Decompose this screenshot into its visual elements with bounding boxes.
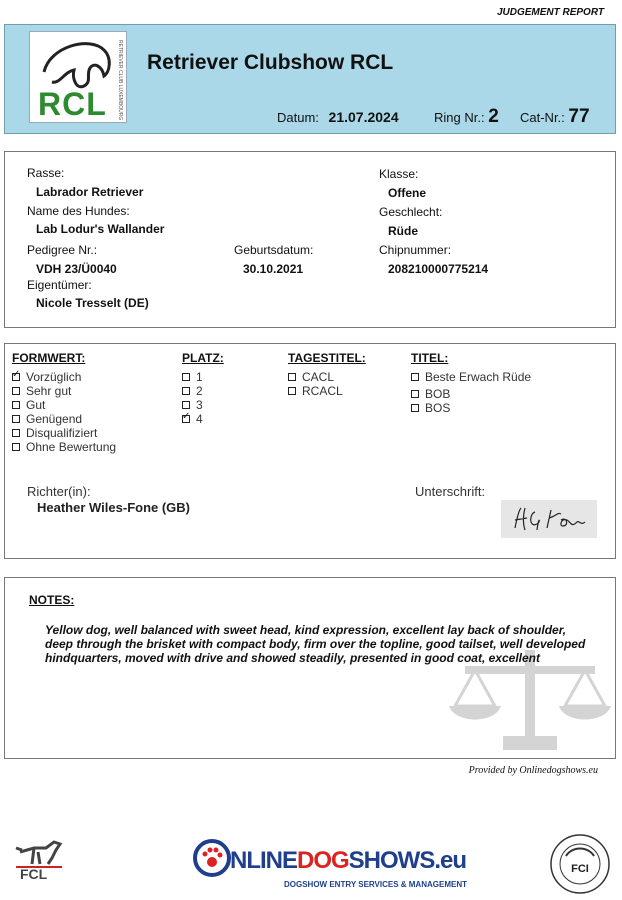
checkbox-icon[interactable] bbox=[12, 429, 20, 437]
platz-option[interactable] bbox=[182, 370, 203, 384]
formwert-option[interactable] bbox=[12, 412, 82, 426]
formwert-option[interactable] bbox=[12, 398, 45, 412]
geschlecht-label: Geschlecht: bbox=[379, 205, 443, 219]
paw-logo-icon bbox=[192, 838, 232, 878]
cat-number bbox=[520, 106, 590, 128]
geburt-label: Geburtsdatum: bbox=[234, 243, 314, 257]
geschlecht-value: Rüde bbox=[388, 224, 418, 238]
onlinedogshows-subtitle: DOGSHOW ENTRY SERVICES & MANAGEMENT bbox=[284, 880, 467, 889]
checkbox-checked-icon[interactable] bbox=[12, 373, 20, 381]
checkbox-icon[interactable] bbox=[288, 373, 296, 381]
ring-number bbox=[434, 106, 499, 128]
notes-text: Yellow dog, well balanced with sweet head, kind expression, excellent lay back of shoulder, deep through the brisket with compact body, firm over the topline, good tailset, well developed hindquarters, moved with drive and showed steadily, presented in good coat, excellent bbox=[45, 623, 586, 665]
checkbox-icon[interactable] bbox=[12, 415, 20, 423]
tagestitel-option[interactable] bbox=[288, 370, 334, 384]
tagestitel-option[interactable] bbox=[288, 384, 343, 398]
option-label: Ohne Bewertung bbox=[26, 440, 117, 454]
option-label: Disqualifiziert bbox=[26, 426, 98, 440]
datum-value: 21.07.2024 bbox=[328, 109, 399, 125]
checkbox-icon[interactable] bbox=[182, 387, 190, 395]
checkbox-icon[interactable] bbox=[182, 401, 190, 409]
pedigree-label: Pedigree Nr.: bbox=[27, 243, 98, 257]
checkbox-icon[interactable] bbox=[411, 373, 419, 381]
platz-option[interactable] bbox=[182, 398, 203, 412]
option-label: 1 bbox=[196, 370, 203, 384]
provided-by: Provided by Onlinedogshows.eu bbox=[468, 765, 598, 776]
titel-option[interactable] bbox=[411, 387, 450, 401]
option-label: Vorzüglich bbox=[26, 370, 82, 384]
logo-side-text: RETRIEVER CLUB LUXEMBOURG bbox=[117, 40, 123, 121]
platz-option[interactable] bbox=[182, 384, 203, 398]
klasse-value: Offene bbox=[388, 186, 427, 200]
page-title: Retriever Clubshow RCL bbox=[147, 51, 394, 74]
rcl-logo bbox=[29, 31, 127, 123]
platz-option[interactable] bbox=[182, 412, 203, 426]
fcl-dog-logo-icon bbox=[14, 836, 64, 870]
header bbox=[4, 24, 616, 134]
checkbox-icon[interactable] bbox=[182, 373, 190, 381]
logo-part: SHOWS.eu bbox=[348, 847, 467, 874]
option-label: 3 bbox=[196, 398, 203, 412]
checkbox-icon[interactable] bbox=[288, 387, 296, 395]
titel-option[interactable] bbox=[411, 370, 531, 384]
name-value: Lab Lodur's Wallander bbox=[36, 222, 165, 236]
cat-value: 77 bbox=[568, 106, 590, 127]
titel-heading: TITEL: bbox=[411, 351, 449, 365]
option-label: 4 bbox=[196, 412, 203, 426]
signature-image bbox=[501, 500, 597, 538]
logo-part: NLINE bbox=[230, 847, 297, 874]
datum bbox=[277, 109, 399, 125]
richter-value: Heather Wiles-Fone (GB) bbox=[37, 500, 191, 515]
richter-label: Richter(in): bbox=[27, 484, 91, 499]
name-label: Name des Hundes: bbox=[27, 204, 130, 218]
notes-heading: NOTES: bbox=[29, 593, 75, 607]
logo-part: DOG bbox=[297, 847, 349, 874]
cat-label: Cat-Nr.: bbox=[520, 110, 565, 125]
checkbox-icon[interactable] bbox=[411, 390, 419, 398]
checkbox-checked-icon[interactable] bbox=[182, 415, 190, 423]
checkbox-icon[interactable] bbox=[12, 401, 20, 409]
signature-icon bbox=[501, 500, 597, 538]
eigentuemer-value: Nicole Tresselt (DE) bbox=[36, 296, 149, 310]
formwert-option[interactable] bbox=[12, 440, 116, 454]
option-label: BOS bbox=[425, 401, 451, 415]
formwert-option[interactable] bbox=[12, 384, 71, 398]
ring-value: 2 bbox=[488, 106, 499, 127]
onlinedogshows-logo-text bbox=[230, 847, 466, 875]
ring-label: Ring Nr.: bbox=[434, 110, 485, 125]
evaluation-box bbox=[4, 343, 616, 559]
chip-value: 208210000775214 bbox=[388, 262, 489, 276]
option-label: 2 bbox=[196, 384, 203, 398]
rasse-value: Labrador Retriever bbox=[36, 185, 144, 199]
option-label: Gut bbox=[26, 398, 46, 412]
formwert-option[interactable] bbox=[12, 370, 81, 384]
option-label: BOB bbox=[425, 387, 451, 401]
klasse-label: Klasse: bbox=[379, 167, 419, 181]
fci-logo-text: FCI bbox=[571, 863, 589, 875]
option-label: RCACL bbox=[302, 384, 343, 398]
datum-label: Datum: bbox=[277, 110, 319, 125]
fcl-logo-text: FCL bbox=[20, 866, 48, 882]
option-label: Genügend bbox=[26, 412, 83, 426]
fci-logo-icon bbox=[548, 832, 612, 896]
chip-label: Chipnummer: bbox=[379, 243, 452, 257]
report-label: JUDGEMENT REPORT bbox=[496, 7, 604, 18]
checkbox-icon[interactable] bbox=[12, 387, 20, 395]
option-label: CACL bbox=[302, 370, 335, 384]
option-label: Beste Erwach Rüde bbox=[425, 370, 532, 384]
eigentuemer-label: Eigentümer: bbox=[27, 278, 92, 292]
tagestitel-heading: TAGESTITEL: bbox=[288, 351, 366, 365]
rasse-label: Rasse: bbox=[27, 166, 65, 180]
titel-option[interactable] bbox=[411, 401, 450, 415]
logo-text: RCL bbox=[38, 86, 107, 122]
formwert-heading: FORMWERT: bbox=[12, 351, 86, 365]
geburt-value: 30.10.2021 bbox=[243, 262, 304, 276]
platz-heading: PLATZ: bbox=[182, 351, 224, 365]
checkbox-icon[interactable] bbox=[411, 404, 419, 412]
formwert-option[interactable] bbox=[12, 426, 97, 440]
unterschrift-label: Unterschrift: bbox=[415, 484, 486, 499]
checkbox-icon[interactable] bbox=[12, 443, 20, 451]
dog-info-box bbox=[4, 151, 616, 328]
pedigree-value: VDH 23/Ü0040 bbox=[36, 262, 117, 276]
option-label: Sehr gut bbox=[26, 384, 72, 398]
notes-box bbox=[4, 577, 616, 759]
